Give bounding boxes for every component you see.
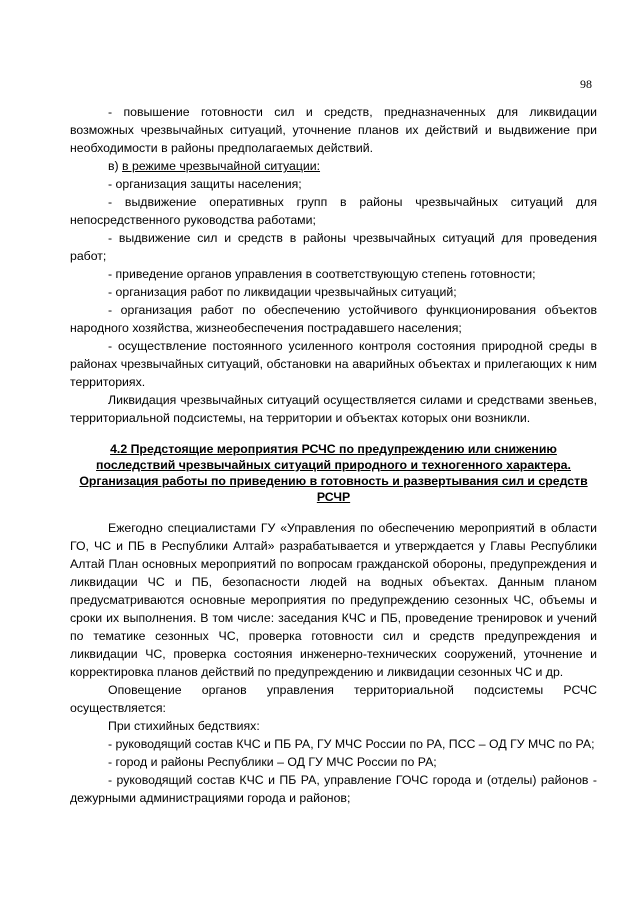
liquidation-paragraph: Ликвидация чрезвычайных ситуаций осуществляется силами и средствами звеньев, территориальной подсистемы, на территории и объектах которых они возникли. [70, 393, 597, 425]
disasters-subheading: При стихийных бедствиях: [108, 719, 260, 733]
list-item: - город и районы Республики – ОД ГУ МЧС России по РА; [108, 755, 437, 769]
document-body [70, 103, 597, 807]
list-item: - выдвижение сил и средств в районы чрезвычайных ситуаций для проведения работ; [70, 231, 597, 263]
list-item: - организация работ по обеспечению устойчивого функционирования объектов народного хозяйства, жизнеобеспечения пострадавшего населения; [70, 303, 597, 335]
list-item: - организация работ по ликвидации чрезвычайных ситуаций; [108, 285, 457, 299]
emergency-mode-prefix: в) [108, 159, 123, 173]
list-item: - организация защиты населения; [108, 177, 302, 191]
emergency-mode-label: в режиме чрезвычайной ситуации: [122, 159, 321, 173]
plan-paragraph: Ежегодно специалистами ГУ «Управления по обеспечению мероприятий в области ГО, ЧС и ПБ в Республики Алтай» разрабатывается и утверждается у Главы Республики Алтай План основных мероприятий по вопросам гражданской обороны, предупреждения и ликвидации ЧС и ПБ, безопасности людей на водных объектах. Данным планом предусматриваются основные мероприятия по предупреждению сезонных ЧС, объемы и сроки их выполнения. В том числе: заседания КЧС и ПБ, проведение тренировок и учений по тематике сезонных ЧС, проверка готовности сил и средств предупреждения и ликвидации ЧС, проверка состояния инженерно-технических сооружений, уточнение и корректировка планов действий по предупреждению и ликвидации сезонных ЧС и др. [70, 521, 597, 679]
list-item: - руководящий состав КЧС и ПБ РА, управление ГОЧС города и (отделы) районов - дежурными администрациями города и районов; [70, 773, 597, 805]
list-item: - выдвижение оперативных групп в районы чрезвычайных ситуаций для непосредственного руководства работами; [70, 195, 597, 227]
emergency-mode-heading [70, 157, 597, 175]
list-item: - осуществление постоянного усиленного контроля состояния природной среды в районах чрезвычайных ситуаций, обстановки на аварийных объектах и прилегающих к ним территориях. [70, 339, 597, 389]
paragraph-preparedness: - повышение готовности сил и средств, предназначенных для ликвидации возможных чрезвычайных ситуаций, уточнение планов их действий и выдвижение при необходимости в районы предполагаемых действий. [70, 105, 597, 155]
section-heading: 4.2 Предстоящие мероприятия РСЧС по предупреждению или снижению последствий чрезвычайных ситуаций природного и техногенного характера. Организация работы по приведению в готовность и развертывания сил и средств РСЧР [79, 442, 588, 504]
notification-paragraph: Оповещение органов управления территориальной подсистемы РСЧС осуществляется: [70, 683, 597, 715]
list-item: - приведение органов управления в соответствующую степень готовности; [108, 267, 536, 281]
page-number: 98 [580, 77, 592, 91]
list-item: - руководящий состав КЧС и ПБ РА, ГУ МЧС России по РА, ПСС – ОД ГУ МЧС по РА; [108, 737, 595, 751]
